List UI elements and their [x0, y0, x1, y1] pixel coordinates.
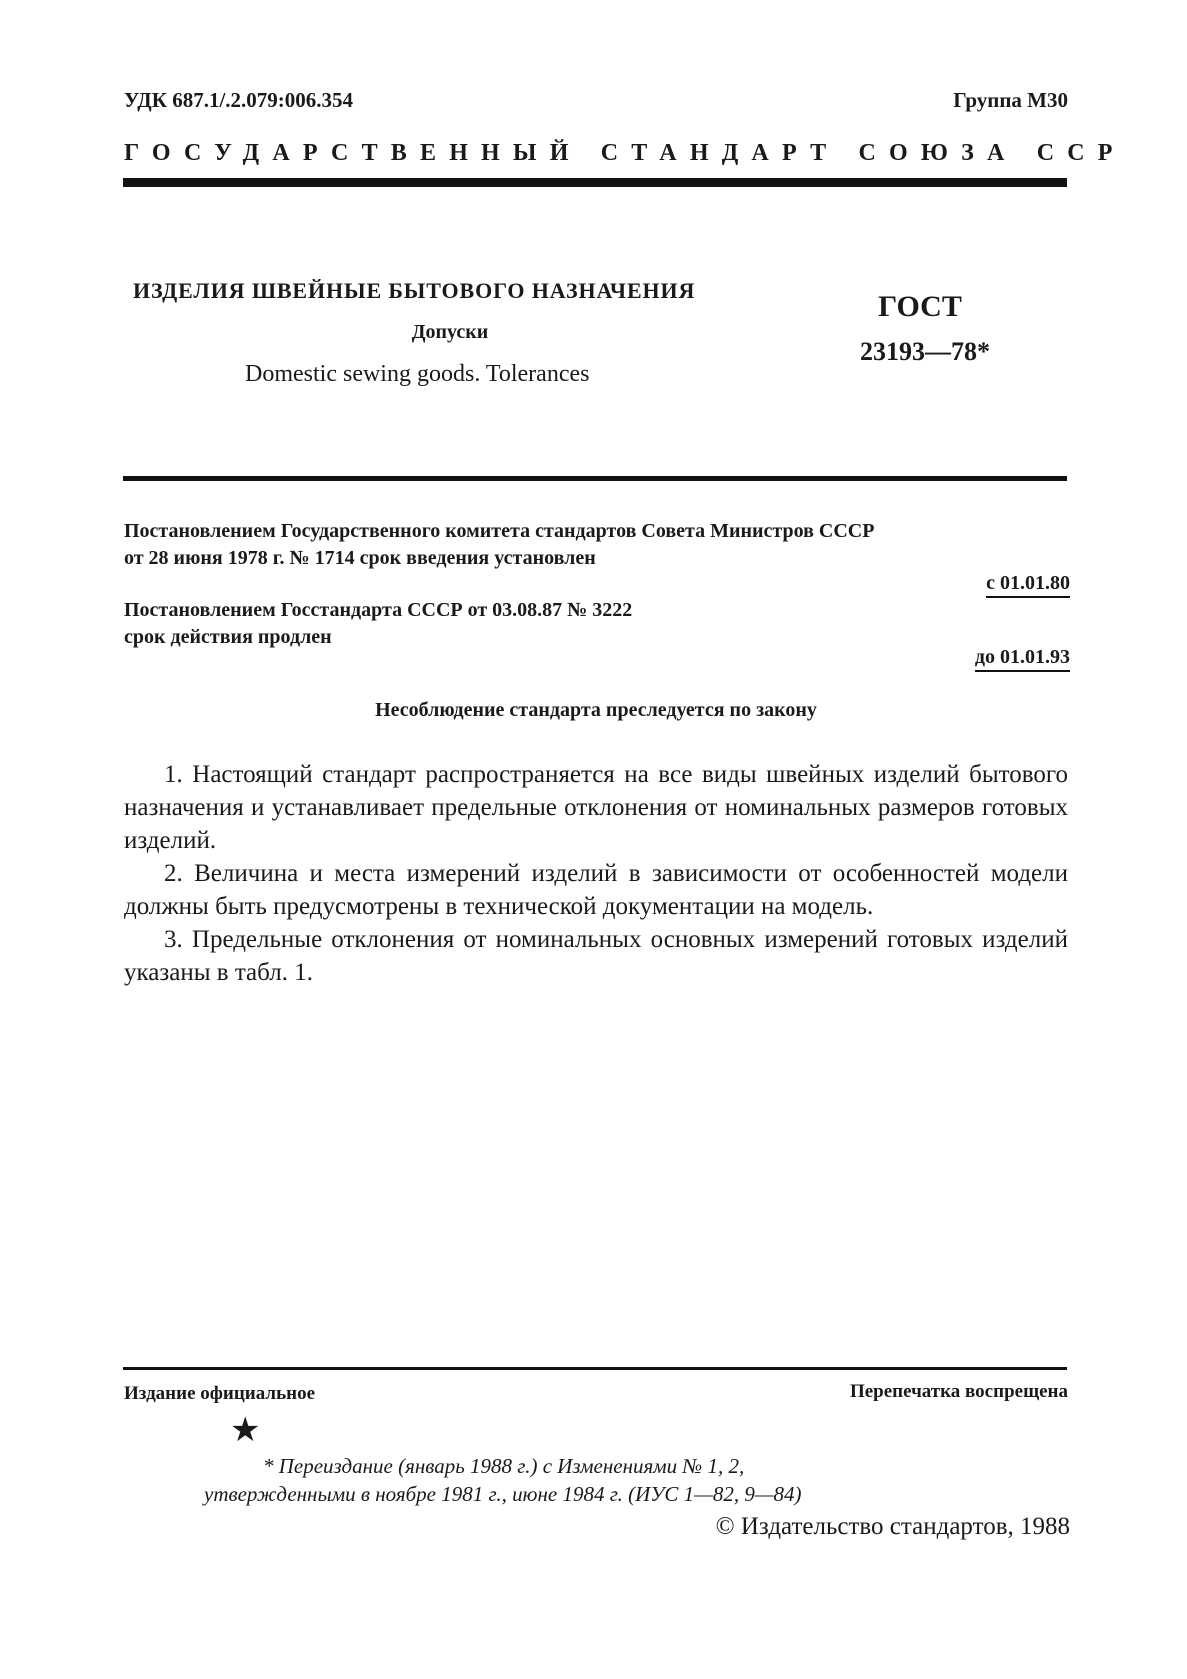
date-from [986, 570, 1070, 597]
decree-extension [124, 597, 1068, 651]
copyright: © Издательство стандартов, 1988 [715, 1513, 1070, 1540]
title-rule [123, 476, 1067, 481]
standard-banner: ГОСУДАРСТВЕННЫЙ СТАНДАРТ СОЮЗА ССР [124, 140, 1126, 166]
date-to-text: до 01.01.93 [975, 646, 1070, 672]
gost-number: 23193—78* [860, 337, 990, 366]
body-text [124, 758, 1068, 989]
decree-line-4: срок действия продлен [124, 626, 332, 648]
document-subtitle: Допуски [411, 321, 489, 343]
paragraph-3: 3. Предельные отклонения от номинальных основных измерений готовых изделий указаны в табл. 1. [124, 926, 1068, 986]
decree-block [124, 518, 1068, 572]
reprint-line-1: * Переиздание (январь 1988 г.) с Изменениями № 1, 2, [263, 1454, 745, 1478]
udk-code: УДК 687.1/.2.079:006.354 [124, 88, 354, 112]
top-thick-rule [123, 178, 1067, 187]
footer-rule [123, 1367, 1067, 1370]
decree-line-1: Постановлением Государственного комитета стандартов Совета Министров СССР [124, 520, 875, 542]
paragraph-1: 1. Настоящий стандарт распространяется на все виды швейных изделий бытового назначения и устанавливает предельные отклонения от номинальных размеров готовых изделий. [124, 761, 1068, 854]
date-from-text: с 01.01.80 [986, 572, 1070, 598]
reprint-prohibited: Перепечатка воспрещена [849, 1381, 1068, 1402]
decree-line-3: Постановлением Госстандарта СССР от 03.08.87 № 3222 [124, 599, 633, 621]
english-title: Domestic sewing goods. Tolerances [245, 361, 590, 387]
reprint-line-2: утвержденными в ноябре 1981 г., июне 1984 г. (ИУС 1—82, 9—84) [204, 1482, 802, 1506]
decree-line-2: от 28 июня 1978 г. № 1714 срок введения установлен [124, 547, 596, 569]
document-title: ИЗДЕЛИЯ ШВЕЙНЫЕ БЫТОВОГО НАЗНАЧЕНИЯ [133, 278, 696, 303]
date-to [975, 644, 1070, 671]
star-icon: ★ [230, 1410, 261, 1450]
group-code: Группа М30 [953, 88, 1068, 112]
legal-notice: Несоблюдение стандарта преследуется по закону [375, 699, 817, 721]
paragraph-2: 2. Величина и места измерений изделий в зависимости от особенностей модели должны быть предусмотрены в технической документации на модель. [124, 860, 1068, 920]
official-edition: Издание официальное [124, 1383, 316, 1404]
gost-label: ГОСТ [878, 290, 962, 323]
